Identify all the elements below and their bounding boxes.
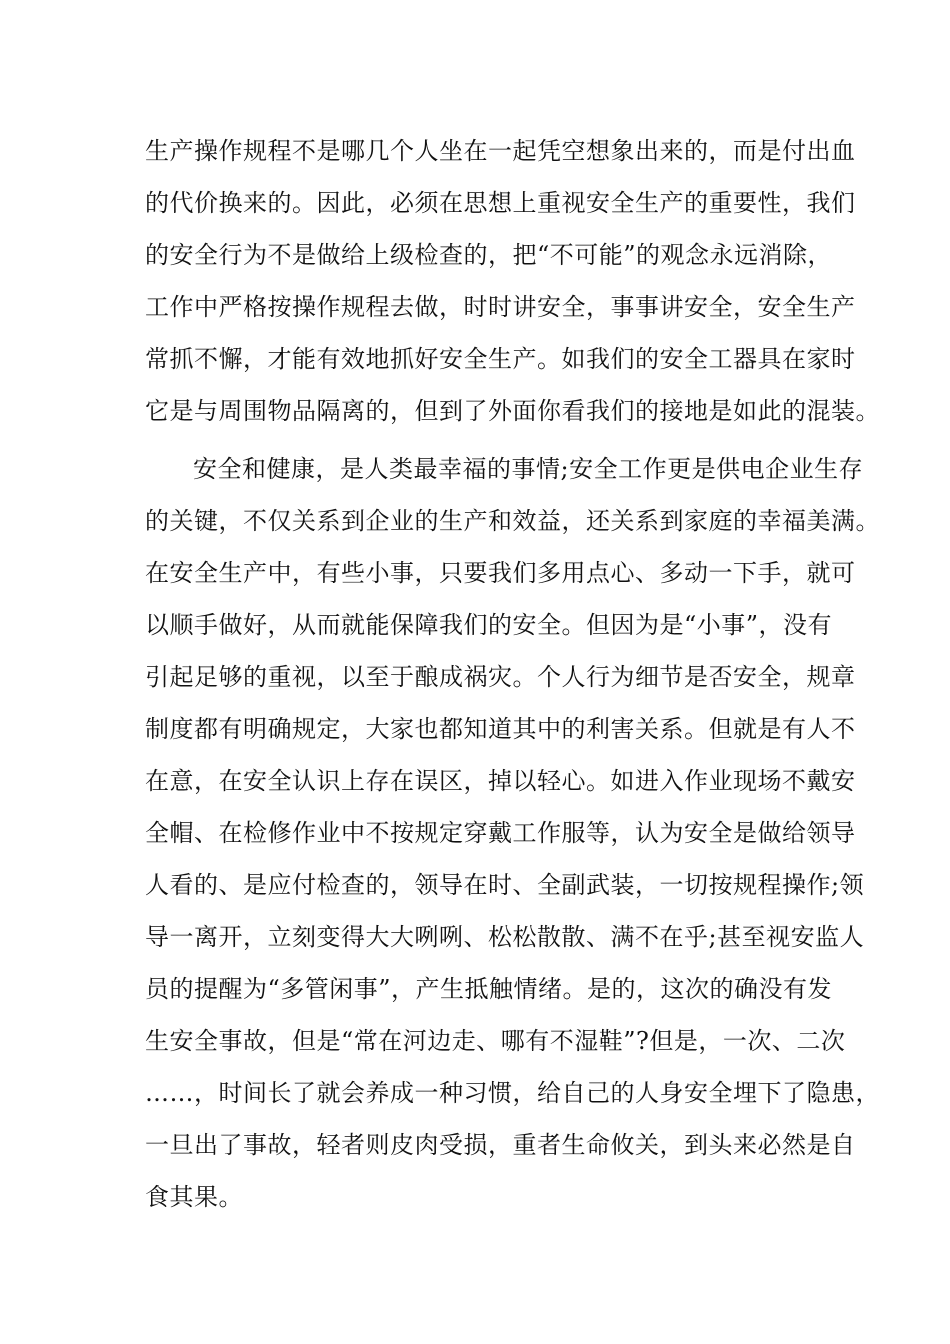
- text-line: 导一离开，立刻变得大大咧咧、松松散散、满不在乎;甚至视安监人: [145, 923, 865, 951]
- text-line: 员的提醒为“多管闲事”，产生抵触情绪。是的，这次的确没有发: [145, 975, 833, 1003]
- text-line: 安全和健康，是人类最幸福的事情;安全工作更是供电企业生存: [193, 455, 864, 483]
- text-line: 在意，在安全认识上存在误区，掉以轻心。如进入作业现场不戴安: [145, 767, 856, 795]
- text-line: 的安全行为不是做给上级检查的，把“不可能”的观念永远消除，: [145, 241, 833, 269]
- text-line: 引起足够的重视，以至于酿成祸灾。个人行为细节是否安全，规章: [145, 663, 856, 691]
- text-line: 常抓不懈，才能有效地抓好安全生产。如我们的安全工器具在家时: [145, 345, 856, 373]
- text-line: 食其果。: [145, 1183, 243, 1211]
- text-line: ……，时间长了就会养成一种习惯，给自己的人身安全埋下了隐患，: [145, 1079, 880, 1107]
- text-line: 以顺手做好，从而就能保障我们的安全。但因为是“小事”，没有: [145, 611, 833, 639]
- text-line: 全帽、在检修作业中不按规定穿戴工作服等，认为安全是做给领导: [145, 819, 856, 847]
- text-line: 它是与周围物品隔离的，但到了外面你看我们的接地是如此的混装。: [145, 397, 880, 425]
- text-line: 的关键，不仅关系到企业的生产和效益，还关系到家庭的幸福美满。: [145, 507, 880, 535]
- text-line: 人看的、是应付检查的，领导在时、全副武装，一切按规程操作;领: [145, 871, 865, 899]
- text-line: 生安全事故，但是“常在河边走、哪有不湿鞋”?但是，一次、二次: [145, 1027, 846, 1055]
- text-line: 在安全生产中，有些小事，只要我们多用点心、多动一下手，就可: [145, 559, 856, 587]
- text-line: 制度都有明确规定，大家也都知道其中的利害关系。但就是有人不: [145, 715, 856, 743]
- text-line: 生产操作规程不是哪几个人坐在一起凭空想象出来的，而是付出血: [145, 137, 856, 165]
- text-line: 一旦出了事故，轻者则皮肉受损，重者生命攸关，到头来必然是自: [145, 1131, 856, 1159]
- text-line: 的代价换来的。因此，必须在思想上重视安全生产的重要性，我们: [145, 189, 856, 217]
- text-line: 工作中严格按操作规程去做，时时讲安全，事事讲安全，安全生产: [145, 293, 856, 321]
